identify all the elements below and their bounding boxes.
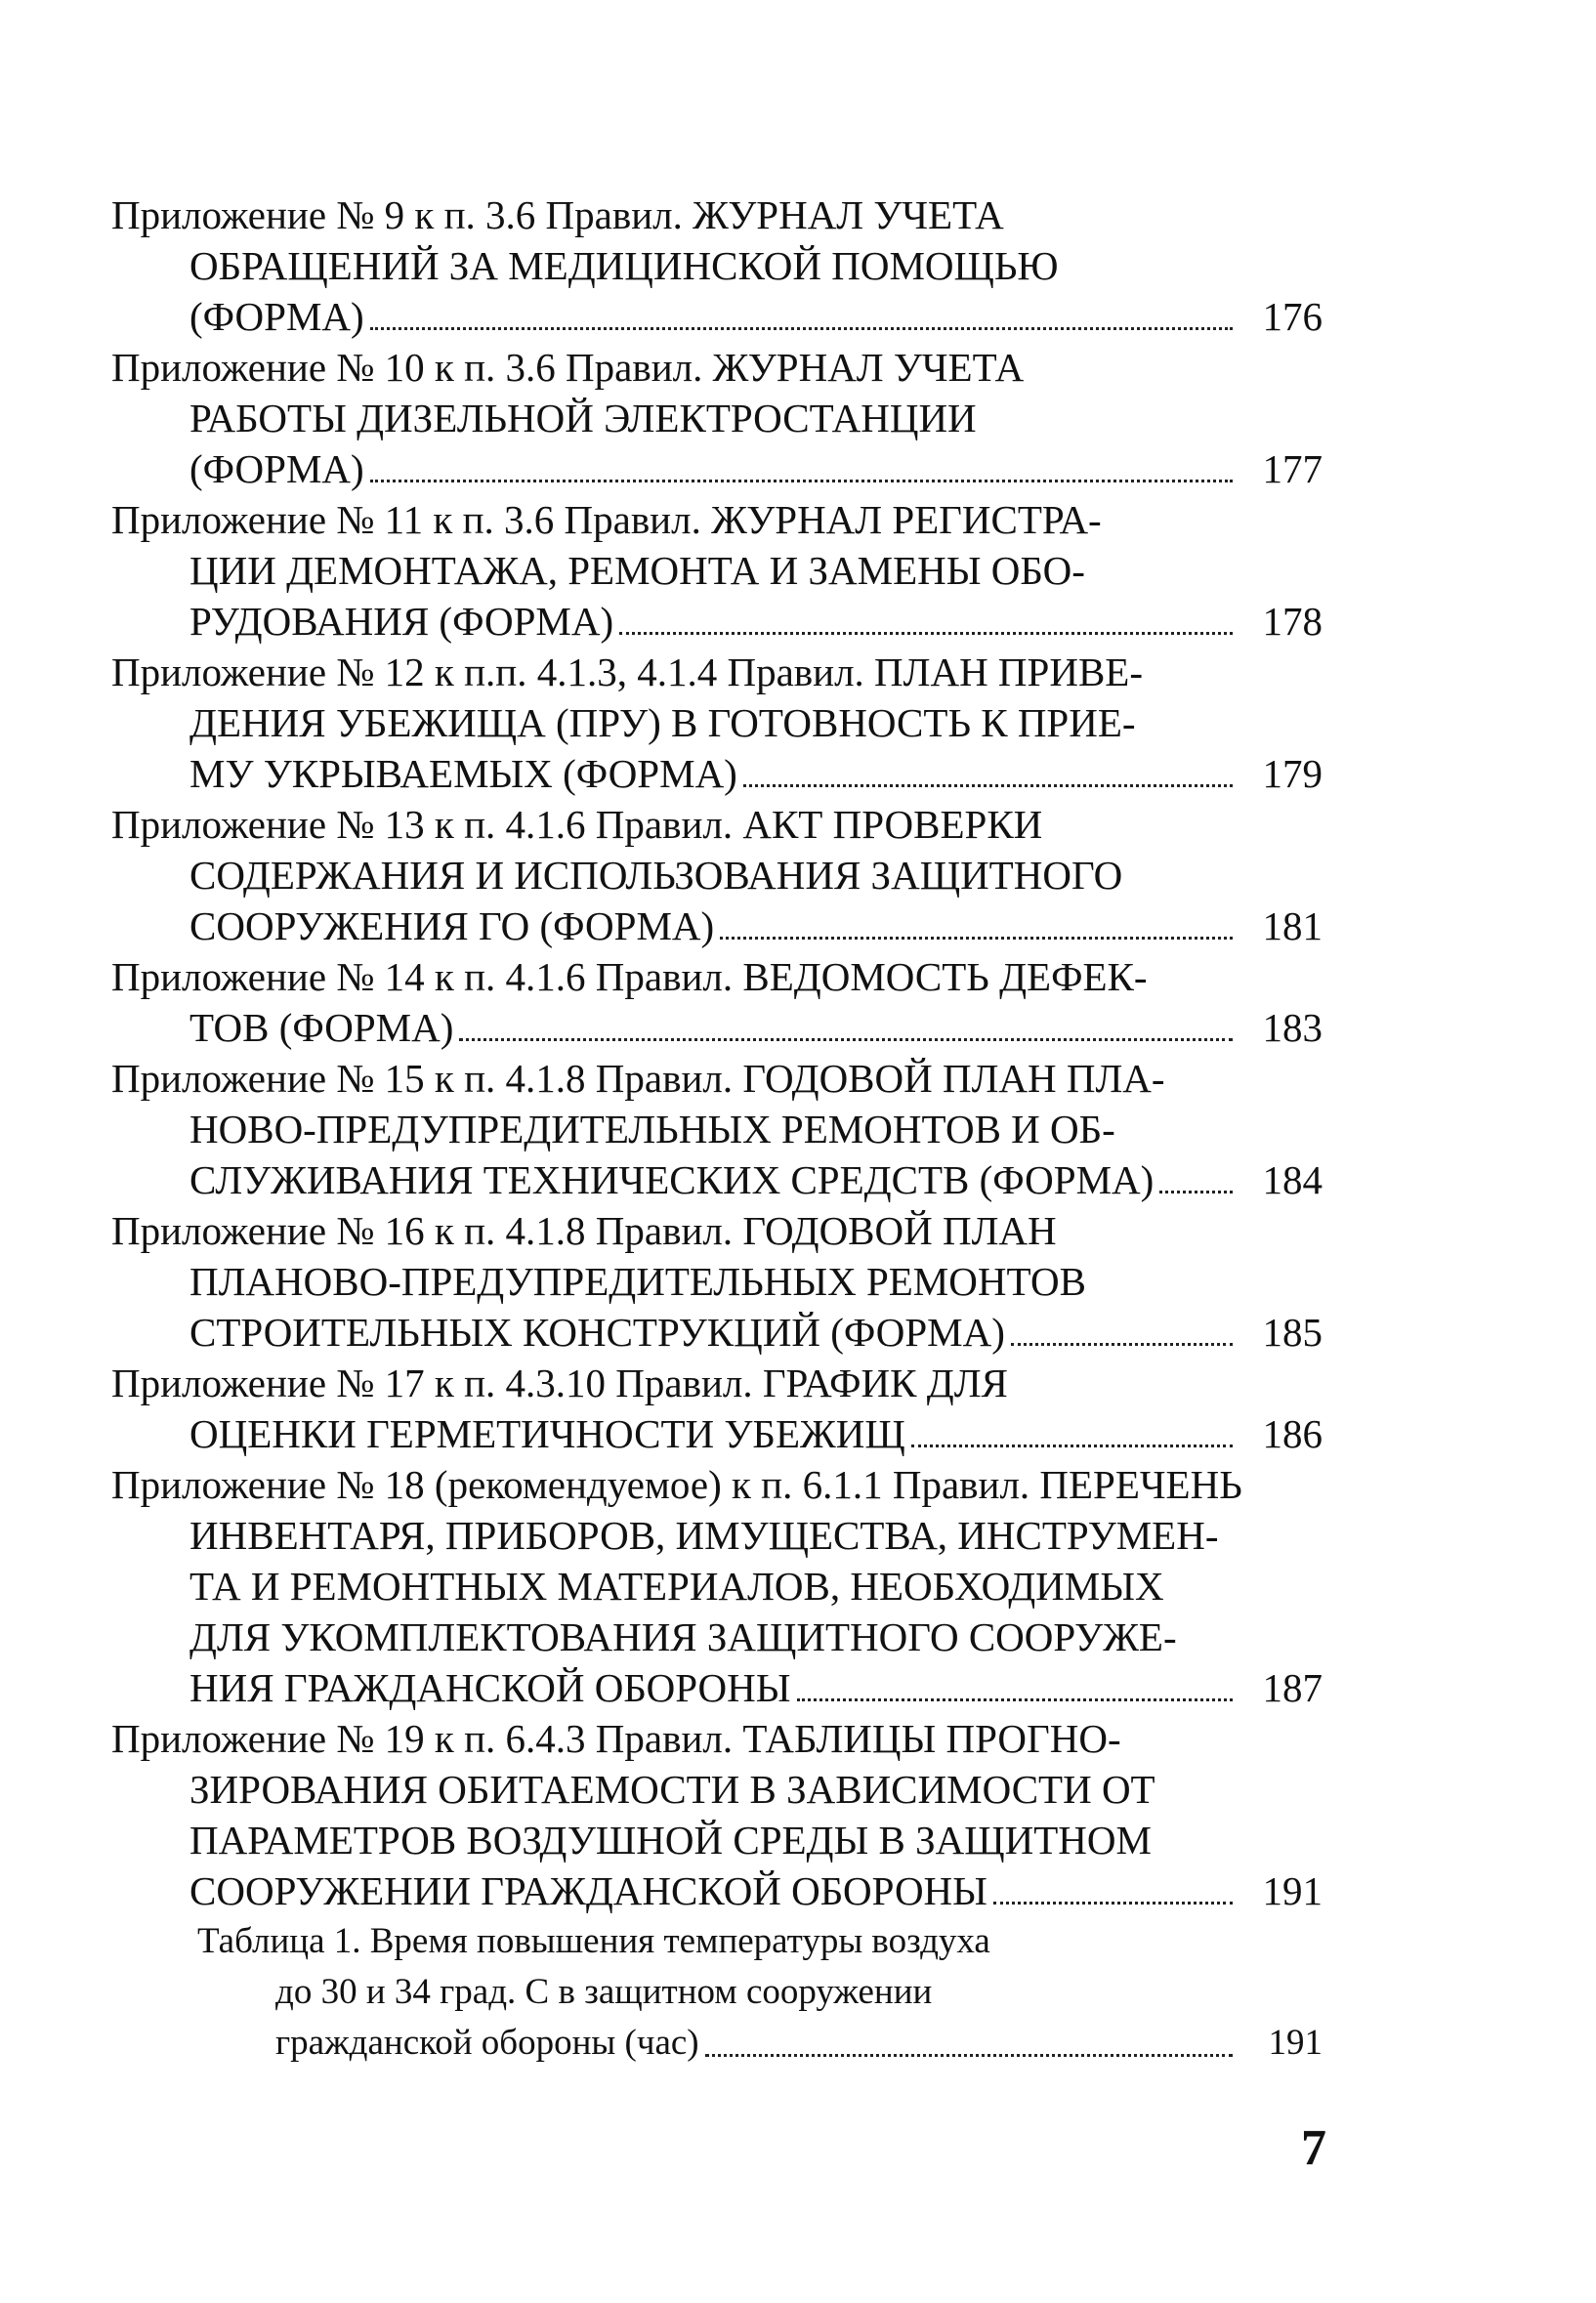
toc-page-ref: 178	[1262, 599, 1323, 644]
toc-entry-line	[111, 1307, 1323, 1358]
dot-leader	[911, 1445, 1233, 1447]
toc-entry-text: ТОВ (ФОРМА)	[189, 1005, 454, 1050]
toc-page-ref: 186	[1262, 1411, 1323, 1456]
toc-entry-line: Приложение № 19 к п. 6.4.3 Правил. ТАБЛИЦЫ ПРОГНО-	[111, 1716, 1121, 1761]
toc-entry-line: Таблица 1. Время повышения температуры воздуха	[197, 1921, 990, 1961]
toc-entry-line	[197, 2018, 1323, 2069]
dot-leader	[705, 2054, 1233, 2057]
toc-entry-line	[111, 1662, 1323, 1713]
toc-entry-line	[111, 900, 1323, 951]
toc-entry-text: НИЯ ГРАЖДАНСКОЙ ОБОРОНЫ	[189, 1665, 791, 1710]
toc-entry-line: ОБРАЩЕНИЙ ЗА МЕДИЦИНСКОЙ ПОМОЩЬЮ	[189, 243, 1059, 288]
toc-entry-line: Приложение № 11 к п. 3.6 Правил. ЖУРНАЛ РЕГИСТРА-	[111, 497, 1102, 542]
dot-leader	[370, 480, 1233, 482]
toc-entry-line: до 30 и 34 град. С в защитном сооружении	[275, 1972, 933, 2012]
toc-entry-line: НОВО-ПРЕДУПРЕДИТЕЛЬНЫХ РЕМОНТОВ И ОБ-	[189, 1107, 1115, 1152]
dot-leader	[720, 937, 1233, 940]
dot-leader	[1159, 1191, 1233, 1193]
toc-entry-line: ДЛЯ УКОМПЛЕКТОВАНИЯ ЗАЩИТНОГО СООРУЖЕ-	[189, 1614, 1177, 1659]
toc-entry	[111, 1358, 1323, 1459]
toc-entry-line: Приложение № 15 к п. 4.1.8 Правил. ГОДОВОЙ ПЛАН ПЛА-	[111, 1056, 1165, 1101]
toc-entry	[111, 1713, 1323, 1916]
toc-entry-line: Приложение № 9 к п. 3.6 Правил. ЖУРНАЛ УЧЕТА	[111, 192, 1004, 237]
toc-entry-line: ПЛАНОВО-ПРЕДУПРЕДИТЕЛЬНЫХ РЕМОНТОВ	[189, 1259, 1086, 1304]
toc-entry-text: СООРУЖЕНИИ ГРАЖДАНСКОЙ ОБОРОНЫ	[189, 1868, 987, 1913]
toc-entry-line: Приложение № 12 к п.п. 4.1.3, 4.1.4 Правил. ПЛАН ПРИВЕ-	[111, 649, 1143, 694]
toc-entry-text: РУДОВАНИЯ (ФОРМА)	[189, 599, 614, 644]
toc-entry-line	[111, 1002, 1323, 1053]
toc-entry	[111, 1053, 1323, 1205]
toc-page-ref: 181	[1262, 903, 1323, 948]
toc-entry-line: ИНВЕНТАРЯ, ПРИБОРОВ, ИМУЩЕСТВА, ИНСТРУМЕН-	[189, 1513, 1219, 1558]
toc-page-ref: 183	[1262, 1005, 1323, 1050]
dot-leader	[797, 1698, 1233, 1701]
toc-entry-line	[111, 1865, 1323, 1916]
toc-entry-line: ПАРАМЕТРОВ ВОЗДУШНОЙ СРЕДЫ В ЗАЩИТНОМ	[189, 1818, 1152, 1863]
dot-leader	[1011, 1343, 1233, 1346]
toc-entry-text: гражданской обороны (час)	[275, 2023, 699, 2063]
toc-page-ref: 187	[1262, 1665, 1323, 1710]
toc-entry	[111, 1459, 1323, 1713]
toc-entry-text: СЛУЖИВАНИЯ ТЕХНИЧЕСКИХ СРЕДСТВ (ФОРМА)	[189, 1157, 1155, 1202]
toc-entry	[111, 494, 1323, 647]
toc-page-ref: 179	[1262, 751, 1323, 796]
toc-entry-line: ЦИИ ДЕМОНТАЖА, РЕМОНТА И ЗАМЕНЫ ОБО-	[189, 548, 1085, 593]
dot-leader	[743, 784, 1233, 787]
toc-entry-text: СООРУЖЕНИЯ ГО (ФОРМА)	[189, 903, 715, 948]
dot-leader	[619, 632, 1233, 635]
toc-page-ref: 191	[1262, 1868, 1323, 1913]
toc-entry-line: Приложение № 14 к п. 4.1.6 Правил. ВЕДОМОСТЬ ДЕФЕК-	[111, 954, 1148, 999]
toc-entry-line: ДЕНИЯ УБЕЖИЩА (ПРУ) В ГОТОВНОСТЬ К ПРИЕ-	[189, 700, 1136, 745]
toc-entry-line: Приложение № 16 к п. 4.1.8 Правил. ГОДОВОЙ ПЛАН	[111, 1208, 1057, 1253]
toc-page-ref: 176	[1262, 294, 1323, 339]
toc-entry-line: ЗИРОВАНИЯ ОБИТАЕМОСТИ В ЗАВИСИМОСТИ ОТ	[189, 1767, 1155, 1812]
toc-entry-text: СТРОИТЕЛЬНЫХ КОНСТРУКЦИЙ (ФОРМА)	[189, 1310, 1005, 1355]
toc-entry-line: Приложение № 17 к п. 4.3.10 Правил. ГРАФИК ДЛЯ	[111, 1361, 1008, 1405]
toc-entry-line	[111, 291, 1323, 342]
toc-entry-line: Приложение № 13 к п. 4.1.6 Правил. АКТ ПРОВЕРКИ	[111, 802, 1043, 847]
toc-subentry	[197, 1916, 1323, 2069]
toc-page-ref: 191	[1268, 2023, 1323, 2063]
page-number: 7	[1301, 2120, 1326, 2176]
toc-entry-line: РАБОТЫ ДИЗЕЛЬНОЙ ЭЛЕКТРОСТАНЦИИ	[189, 396, 977, 440]
toc-page-ref: 177	[1262, 446, 1323, 491]
toc-entry	[111, 647, 1323, 799]
toc-entry-line: Приложение № 18 (рекомендуемое) к п. 6.1.1 Правил. ПЕРЕЧЕНЬ	[111, 1462, 1242, 1507]
toc-entry	[111, 189, 1323, 342]
toc-entry-line: ТА И РЕМОНТНЫХ МАТЕРИАЛОВ, НЕОБХОДИМЫХ	[189, 1564, 1164, 1609]
dot-leader	[993, 1902, 1233, 1905]
toc-entry-text: (ФОРМА)	[189, 446, 364, 491]
toc-entry	[111, 342, 1323, 494]
toc-entry-line	[111, 1154, 1323, 1205]
dot-leader	[459, 1038, 1233, 1041]
toc-entry	[111, 951, 1323, 1053]
toc-entry-line: СОДЕРЖАНИЯ И ИСПОЛЬЗОВАНИЯ ЗАЩИТНОГО	[189, 853, 1123, 898]
toc-entry-line	[111, 443, 1323, 494]
toc-entry-line	[111, 748, 1323, 799]
table-of-contents	[111, 189, 1323, 2069]
toc-entry	[111, 799, 1323, 951]
toc-entry	[111, 1205, 1323, 1358]
toc-entry-text: ОЦЕНКИ ГЕРМЕТИЧНОСТИ УБЕЖИЩ	[189, 1411, 905, 1456]
toc-page-ref: 185	[1262, 1310, 1323, 1355]
toc-entry-line	[111, 596, 1323, 647]
toc-entry-text: МУ УКРЫВАЕМЫХ (ФОРМА)	[189, 751, 737, 796]
toc-entry-line	[111, 1408, 1323, 1459]
toc-entry-text: (ФОРМА)	[189, 294, 364, 339]
dot-leader	[370, 327, 1233, 330]
toc-entry-line: Приложение № 10 к п. 3.6 Правил. ЖУРНАЛ УЧЕТА	[111, 345, 1025, 390]
toc-page-ref: 184	[1262, 1157, 1323, 1202]
